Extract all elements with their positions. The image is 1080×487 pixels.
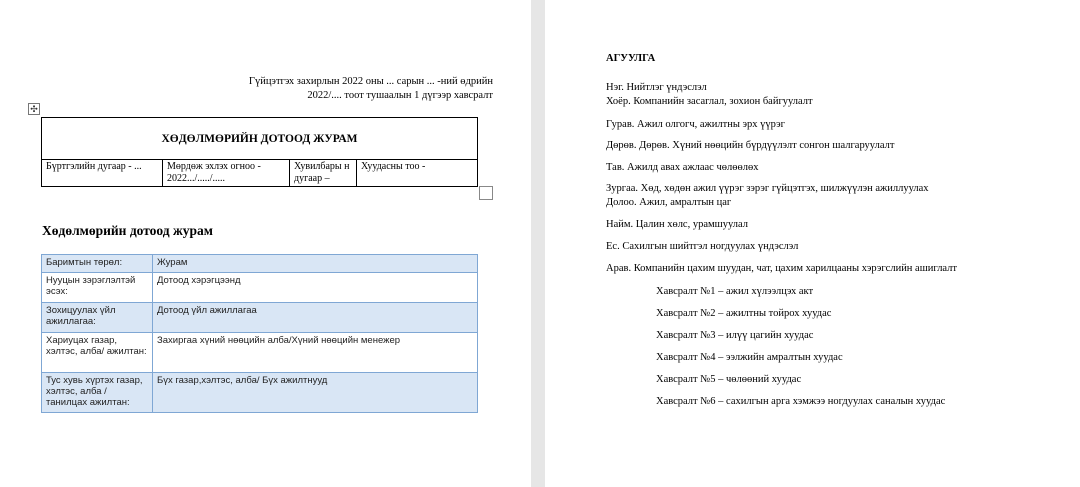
toc-title: АГУУЛГА: [606, 53, 656, 64]
appendix-item: Хавсралт №4 – ээлжийн амралтын хуудас: [656, 352, 843, 363]
toc-item: Долоо. Ажил, амралтын цаг: [606, 197, 732, 208]
registration-number-cell: Бүртгэлийн дугаар - ...: [42, 160, 163, 187]
info-label: Нууцын зэрэглэлтэй эсэх:: [42, 273, 153, 303]
info-row: [42, 273, 478, 303]
info-value: Захиргаа хүний нөөцийн алба/Хүний нөөцийн менежер: [153, 333, 478, 373]
appendix-item: Хавсралт №2 – ажилтны тойрох хуудас: [656, 308, 832, 319]
info-label: Баримтын төрөл:: [42, 255, 153, 273]
toc-item: Найм. Цалин хөлс, урамшуулал: [606, 219, 749, 230]
version-number-cell: Хувилбары н дугаар –: [290, 160, 357, 187]
toc-item: Зургаа. Хөд, хөдөн ажил үүрэг зэрэг гүйцэтгэх, шилжүүлэн ажиллуулах: [606, 183, 929, 194]
toc-item: Дөрөв. Дөрөв. Хүний нөөцийн бүрдүүлэлт сонгон шалгаруулалт: [606, 140, 895, 151]
document-page-right: [545, 0, 1080, 487]
order-reference-line-2: 2022/.... тоот тушаалын 1 дүгээр хавсралт: [307, 90, 493, 101]
info-row: [42, 373, 478, 413]
appendix-item: Хавсралт №3 – илүү цагийн хуудас: [656, 330, 814, 341]
table-move-icon[interactable]: ✣: [28, 103, 40, 115]
effective-date-cell: Мөрдөж эхлэх огноо - 2022.../...../.....: [163, 160, 290, 187]
info-label: Хариуцах газар, хэлтэс, алба/ ажилтан:: [42, 333, 153, 373]
table-resize-handle[interactable]: [479, 186, 493, 200]
registration-table-title: ХӨДӨЛМӨРИЙН ДОТООД ЖУРАМ: [42, 118, 478, 160]
info-value: Дотоод хэрэгцээнд: [153, 273, 478, 303]
info-row: [42, 303, 478, 333]
registration-table: [41, 117, 478, 187]
toc-item: Гурав. Ажил олгогч, ажилтны эрх үүрэг: [606, 119, 785, 130]
toc-item: Нэг. Нийтлэг үндэслэл: [606, 82, 707, 93]
document-info-table: [41, 254, 478, 413]
page-count-cell: Хуудасны тоо -: [357, 160, 478, 187]
info-row: [42, 255, 478, 273]
document-heading: Хөдөлмөрийн дотоод журам: [42, 223, 213, 238]
info-value: Журам: [153, 255, 478, 273]
info-label: Тус хувь хүртэх газар, хэлтэс, алба / танилцах ажилтан:: [42, 373, 153, 413]
toc-item: Хоёр. Компанийн засаглал, зохион байгуулалт: [606, 96, 813, 107]
info-row: [42, 333, 478, 373]
info-value: Дотоод үйл ажиллагаа: [153, 303, 478, 333]
info-label: Зохицуулах үйл ажиллагаа:: [42, 303, 153, 333]
order-reference-line-1: Гүйцэтгэх захирлын 2022 оны ... сарын ... -ний өдрийн: [248, 76, 493, 87]
appendix-item: Хавсралт №5 – чөлөөний хуудас: [656, 374, 802, 385]
toc-item: Арав. Компанийн цахим шуудан, чат, цахим харилцааны хэрэгслийн ашиглалт: [606, 263, 958, 274]
info-value: Бүх газар,хэлтэс, алба/ Бүх ажилтнууд: [153, 373, 478, 413]
toc-item: Тав. Ажилд авах ажлаас чөлөөлөх: [606, 162, 759, 173]
document-page-left: [0, 0, 531, 487]
appendix-item: Хавсралт №1 – ажил хүлээлцэх акт: [656, 286, 814, 297]
toc-item: Ес. Сахилгын шийтгэл ногдуулах үндэслэл: [606, 241, 799, 252]
appendix-item: Хавсралт №6 – сахилгын арга хэмжээ ногдуулах саналын хуудас: [656, 396, 946, 407]
